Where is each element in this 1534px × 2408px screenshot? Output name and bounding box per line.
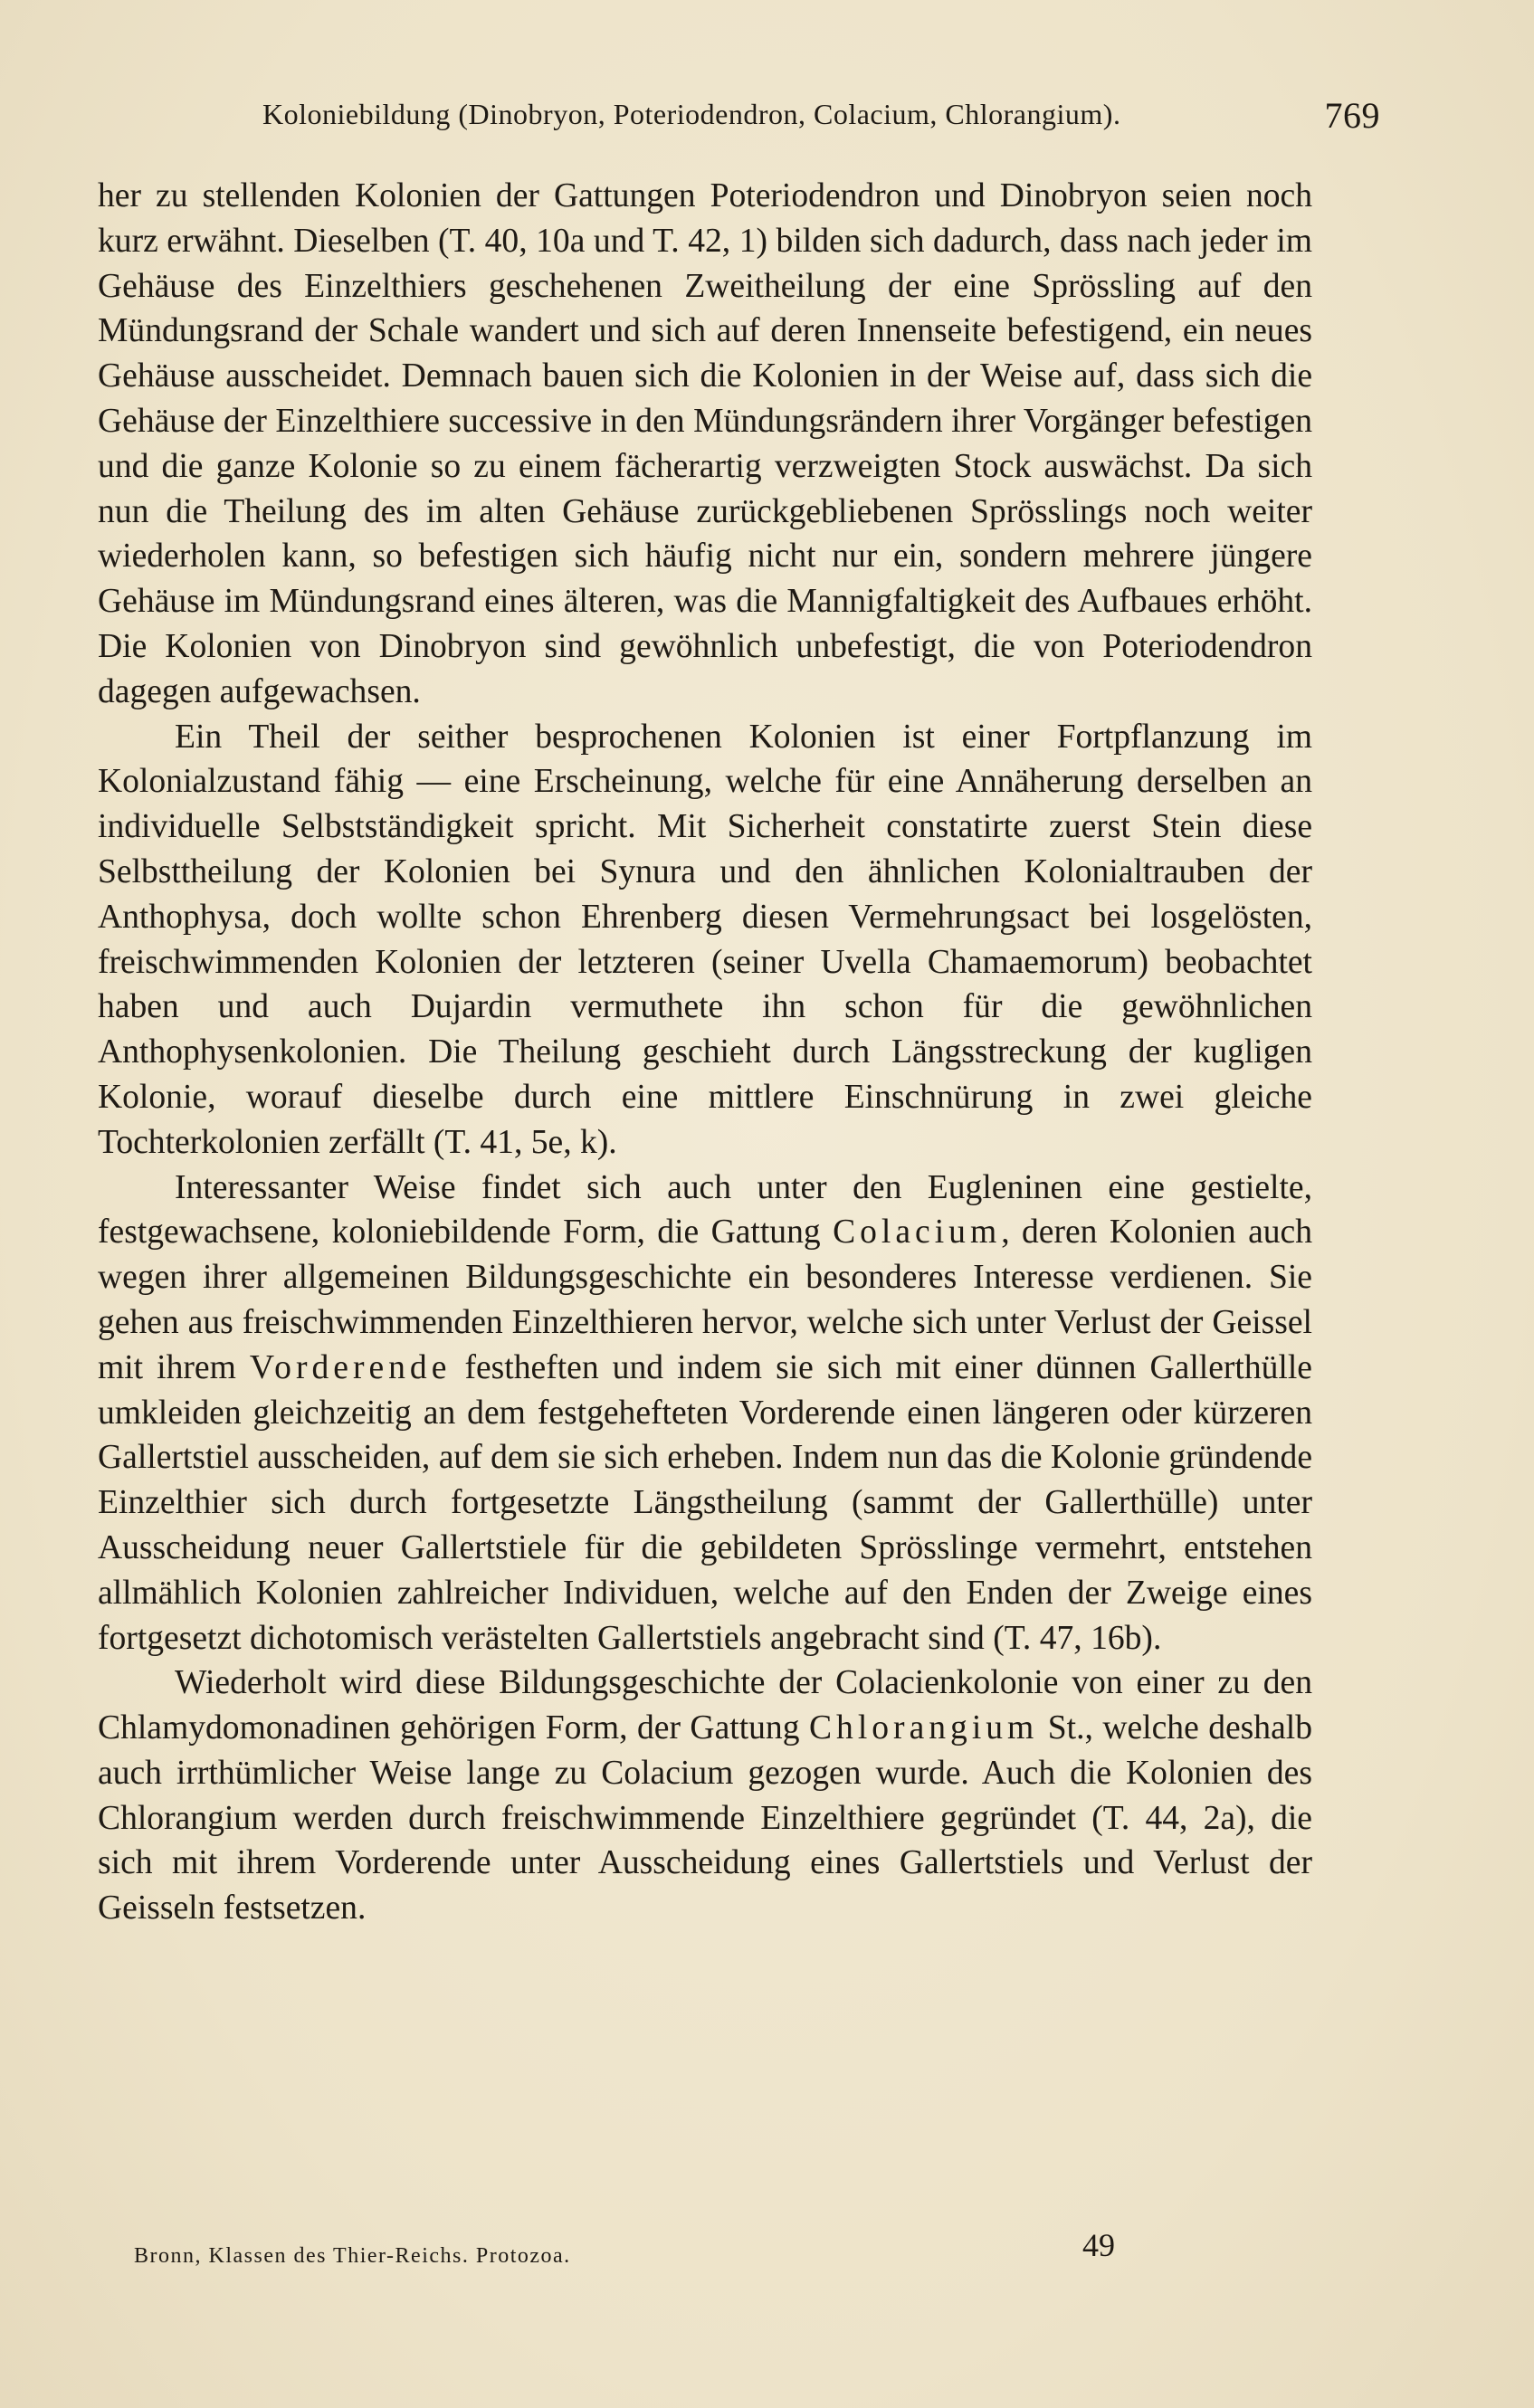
paragraph-4 [98, 1661, 1312, 1931]
genus-chlorangium: Chlorangium [808, 1709, 1039, 1747]
paragraph-4-text-b: St., welche deshalb auch irrthümlicher Weise lange zu Colacium gezogen wurde. Auch die Kolonien des Chlorangium werden durch freischwimmende Einzelthiere gegründet (T. 44, 2a), die sich mit ihrem Vorderende unter Ausscheidung eines Gallertstiels und Verlust der Geisseln festsetzen. [98, 1709, 1312, 1927]
running-head [262, 95, 1380, 143]
paragraph-2: Ein Theil der seither besprochenen Kolonien ist einer Fortpflanzung im Kolonialzustand fähig — eine Erscheinung, welche für eine Annäherung derselben an individuelle Selbstständigkeit spricht. Mit Sicherheit constatirte zuerst Stein diese Selbsttheilung der Kolonien bei Synura und den ähnlichen Kolonialtrauben der Anthophysa, doch wollte schon Ehrenberg diesen Vermehrungsact bei losgelösten, freischwimmenden Kolonien der letzteren (seiner Uvella Chamaemorum) beobachtet haben und auch Dujardin vermuthete ihn schon für die gewöhnlichen Anthophysenkolonien. Die Theilung geschieht durch Längsstreckung der kugligen Kolonie, worauf dieselbe durch eine mittlere Einschnürung in zwei gleiche Tochterkolonien zerfällt (T. 41, 5e, k). [98, 718, 1312, 1161]
paragraph-3 [98, 1166, 1312, 1661]
page-number: 769 [1324, 95, 1380, 136]
page-footer [134, 2226, 1115, 2271]
paragraph-3-text-c: festheften und indem sie sich mit einer dünnen Gallerthülle umkleiden gleichzeitig an dem festgehefteten Vorderende einen längeren oder kürzeren Gallertstiel ausscheiden, auf dem sie sich erheben. Indem nun das die Kolonie gründende Einzelthier sich durch fortgesetzte Längstheilung (sammt der Gallerthülle) unter Ausscheidung neuer Gallertstiele für die gebildeten Sprösslinge vermehrt, entstehen allmählich Kolonien zahlreicher Individuen, welche auf den Enden der Zweige eines fortgesetzt dichotomisch verästelten Gallertstiels angebracht sind (T. 47, 16b). [98, 1348, 1312, 1657]
footer-imprint: Bronn, Klassen des Thier-Reichs. Protozoa. [134, 2244, 571, 2268]
paragraph-1: her zu stellenden Kolonien der Gattungen Poteriodendron und Dinobryon seien noch kurz erwähnt. Dieselben (T. 40, 10a und T. 42, 1) bilden sich dadurch, dass nach jeder im Gehäuse des Einzelthiers geschehenen Zweitheilung der eine Sprössling auf den Mündungsrand der Schale wandert und sich auf deren Innenseite befestigend, ein neues Gehäuse ausscheidet. Demnach bauen sich die Kolonien in der Weise auf, dass sich die Gehäuse der Einzelthiere successive in den Mündungsrändern ihrer Vorgänger befestigen und die ganze Kolonie so zu einem fächerartig verzweigten Stock auswächst. Da sich nun die Theilung des im alten Gehäuse zurückgebliebenen Sprösslings noch weiter wiederholen kann, so befestigen sich häufig nicht nur ein, sondern mehrere jüngere Gehäuse im Mündungsrand eines älteren, was die Mannigfaltigkeit des Aufbaues erhöht. Die Kolonien von Dinobryon sind gewöhnlich unbefestigt, die von Poteriodendron dagegen aufgewachsen. [98, 177, 1312, 710]
paragraph-4-text-a: Wiederholt wird diese Bildungsgeschichte der Colacienkolonie von einer zu den Chlamydomonadinen gehörigen Form, der Gattung [98, 1664, 1312, 1747]
genus-colacium: Colacium [833, 1214, 1002, 1252]
running-title: Koloniebildung (Dinobryon, Poteriodendron, Colacium, Chlorangium). [262, 98, 1121, 130]
body-text [98, 174, 1312, 1931]
paragraph-3-text-b: , deren Kolonien auch wegen ihrer allgemeinen Bildungsgeschichte ein besonderes Interesse verdienen. Sie gehen aus freischwimmenden Einzelthieren hervor, welche sich unter Verlust der Geissel mit ihrem [98, 1214, 1312, 1386]
paragraph-3-text-a: Interessanter Weise findet sich auch unter den Eugleninen eine gestielte, festgewachsene, koloniebildende Form, die Gattung [98, 1168, 1312, 1252]
signature-mark: 49 [1082, 2227, 1115, 2263]
term-vorderende: Vorderende [249, 1348, 452, 1386]
